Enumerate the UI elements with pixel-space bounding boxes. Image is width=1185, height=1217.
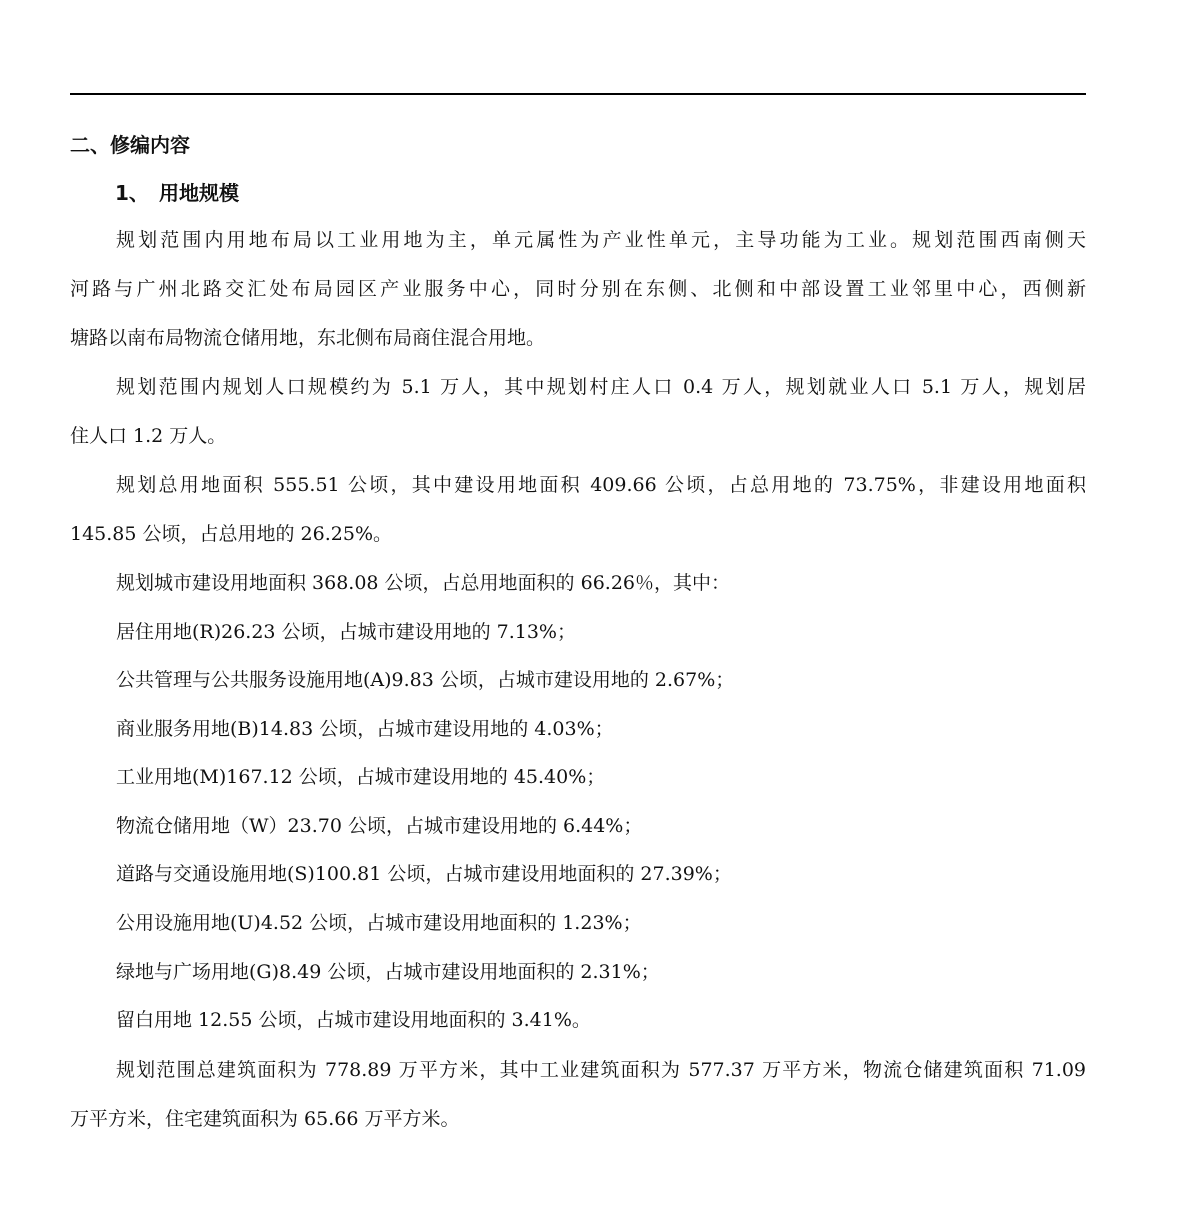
header-rule	[70, 93, 1086, 95]
paragraph-line: 规划范围总建筑面积为 778.89 万平方米，其中工业建筑面积为 577.37 万平方米，物流仓储建筑面积 71.09	[116, 1059, 1086, 1081]
subsection-number: 1、	[115, 181, 149, 205]
subsection-heading	[115, 181, 239, 205]
subsection-title: 用地规模	[159, 181, 239, 205]
paragraph-line: 塘路以南布局物流仓储用地，东北侧布局商住混合用地。	[70, 327, 546, 349]
land-use-item: 公用设施用地(U)4.52 公顷，占城市建设用地面积的 1.23%；	[116, 912, 642, 934]
paragraph-line: 规划范围内规划人口规模约为 5.1 万人，其中规划村庄人口 0.4 万人，规划就业人口 5.1 万人，规划居	[116, 376, 1086, 398]
paragraph-urban-construction: 规划城市建设用地面积 368.08 公顷，占总用地面积的 66.26％，其中：	[116, 572, 730, 594]
land-use-item: 公共管理与公共服务设施用地(A)9.83 公顷，占城市建设用地的 2.67%；	[116, 669, 735, 691]
paragraph-line: 住人口 1.2 万人。	[70, 425, 227, 447]
paragraph-land-layout	[70, 216, 1086, 363]
land-use-item: 商业服务用地(B)14.83 公顷，占城市建设用地的 4.03%；	[116, 718, 614, 740]
paragraph-line: 规划范围内用地布局以工业用地为主，单元属性为产业性单元，主导功能为工业。规划范围西南侧天	[116, 229, 1086, 251]
paragraph-total-land	[70, 461, 1086, 559]
paragraph-population	[70, 363, 1086, 461]
paragraph-building-area	[70, 1046, 1086, 1144]
land-use-item: 绿地与广场用地(G)8.49 公顷，占城市建设用地面积的 2.31%；	[116, 961, 660, 983]
land-use-item: 工业用地(M)167.12 公顷，占城市建设用地的 45.40%；	[116, 766, 606, 788]
land-use-item: 物流仓储用地（W）23.70 公顷，占城市建设用地的 6.44%；	[116, 815, 643, 837]
paragraph-line: 规划总用地面积 555.51 公顷，其中建设用地面积 409.66 公顷，占总用地的 73.75%，非建设用地面积	[116, 474, 1086, 496]
land-use-item: 留白用地 12.55 公顷，占城市建设用地面积的 3.41%。	[116, 1009, 591, 1031]
paragraph-line: 145.85 公顷，占总用地的 26.25%。	[70, 523, 393, 545]
paragraph-line: 河路与广州北路交汇处布局园区产业服务中心，同时分别在东侧、北侧和中部设置工业邻里中心，西侧新	[70, 278, 1086, 300]
land-use-item: 居住用地(R)26.23 公顷，占城市建设用地的 7.13%；	[116, 621, 576, 643]
land-use-item: 道路与交通设施用地(S)100.81 公顷，占城市建设用地面积的 27.39%；	[116, 863, 732, 885]
section-title: 二、修编内容	[70, 133, 190, 157]
paragraph-line: 万平方米，住宅建筑面积为 65.66 万平方米。	[70, 1108, 460, 1130]
